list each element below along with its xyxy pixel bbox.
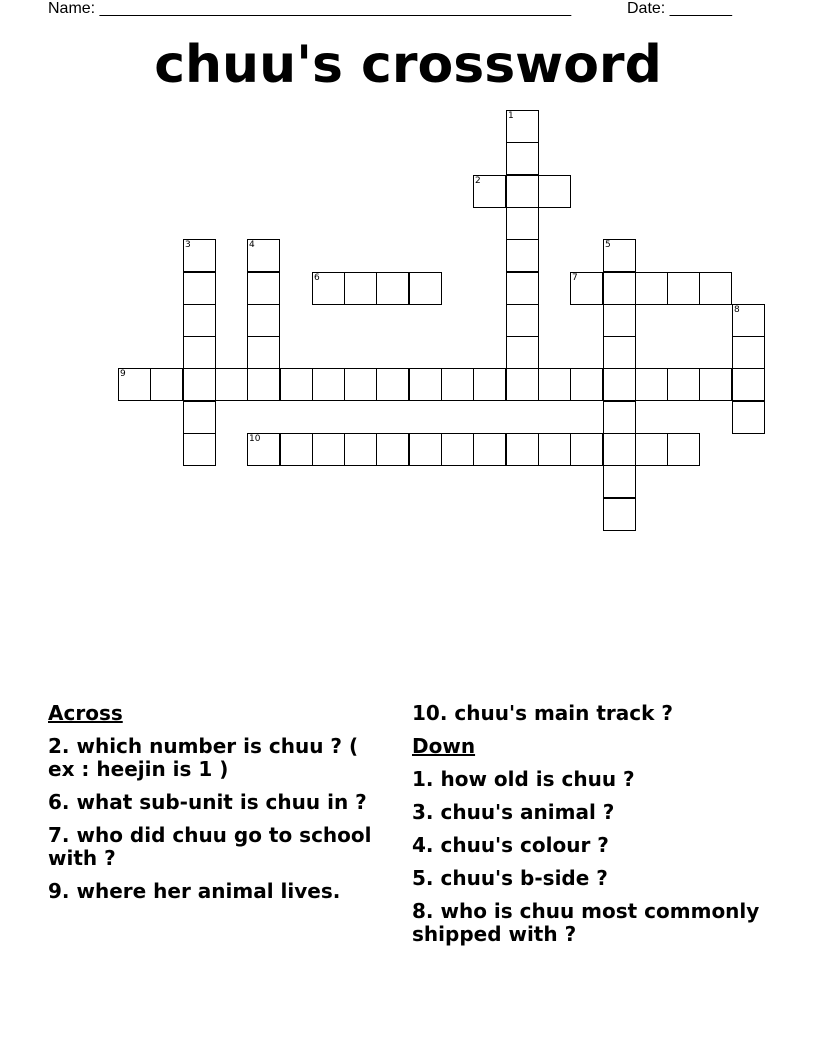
clues-left-column [48, 702, 378, 913]
across-clue: 9. where her animal lives. [48, 879, 341, 903]
grid-cell[interactable] [183, 433, 216, 466]
grid-cell[interactable] [409, 368, 442, 401]
grid-cell[interactable] [603, 433, 636, 466]
grid-cell[interactable] [473, 368, 506, 401]
grid-cell[interactable] [538, 433, 571, 466]
grid-cell[interactable] [699, 368, 732, 401]
grid-cell[interactable] [603, 272, 636, 305]
grid-cell[interactable] [603, 304, 636, 337]
grid-cell[interactable] [150, 368, 183, 401]
grid-cell[interactable] [506, 142, 539, 175]
down-clue: 3. chuu's animal ? [412, 800, 615, 824]
grid-cell[interactable] [603, 401, 636, 434]
grid-cell[interactable] [506, 175, 539, 208]
grid-cell[interactable] [441, 368, 474, 401]
grid-cell[interactable] [538, 175, 571, 208]
grid-cell[interactable] [247, 239, 280, 272]
grid-cell[interactable] [506, 110, 539, 143]
grid-cell[interactable] [506, 207, 539, 240]
grid-cell[interactable] [247, 304, 280, 337]
grid-cell[interactable] [667, 272, 700, 305]
grid-cell[interactable] [280, 433, 313, 466]
across-heading: Across [48, 701, 123, 725]
grid-cell[interactable] [344, 272, 377, 305]
grid-cell[interactable] [506, 368, 539, 401]
grid-cell[interactable] [376, 433, 409, 466]
grid-cell[interactable] [409, 433, 442, 466]
grid-cell[interactable] [506, 272, 539, 305]
grid-cell[interactable] [699, 272, 732, 305]
grid-cell[interactable] [732, 401, 765, 434]
down-clue: 8. who is chuu most commonly shipped with ? [412, 899, 760, 946]
grid-cell[interactable] [603, 465, 636, 498]
grid-cell[interactable] [570, 272, 603, 305]
grid-cell[interactable] [312, 368, 345, 401]
grid-cell[interactable] [247, 368, 280, 401]
grid-cell[interactable] [473, 433, 506, 466]
grid-cell[interactable] [732, 304, 765, 337]
across-clue: 10. chuu's main track ? [412, 701, 673, 725]
grid-cell[interactable] [506, 433, 539, 466]
grid-cell[interactable] [635, 433, 668, 466]
grid-cell[interactable] [376, 368, 409, 401]
grid-cell[interactable] [506, 336, 539, 369]
grid-cell[interactable] [183, 272, 216, 305]
clues-right-column [412, 702, 772, 956]
grid-cell[interactable] [732, 336, 765, 369]
page-title: chuu's crossword [154, 35, 662, 95]
grid-cell[interactable] [473, 175, 506, 208]
grid-cell[interactable] [183, 336, 216, 369]
grid-cell[interactable] [506, 304, 539, 337]
clue-number: 7 [572, 273, 578, 283]
clue-number: 4 [249, 240, 255, 250]
clue-number: 6 [314, 273, 320, 283]
grid-cell[interactable] [344, 433, 377, 466]
grid-cell[interactable] [570, 368, 603, 401]
grid-cell[interactable] [506, 239, 539, 272]
grid-cell[interactable] [183, 304, 216, 337]
grid-cell[interactable] [247, 272, 280, 305]
clue-number: 10 [249, 434, 261, 444]
name-field: Name: _____________________________________________________ [48, 0, 572, 17]
clue-number: 2 [475, 176, 481, 186]
clue-number: 3 [185, 240, 191, 250]
date-field: Date: _______ [627, 0, 732, 17]
grid-cell[interactable] [376, 272, 409, 305]
grid-cell[interactable] [247, 336, 280, 369]
across-clue: 2. which number is chuu ? ( ex : heejin is 1 ) [48, 734, 359, 781]
grid-cell[interactable] [280, 368, 313, 401]
grid-cell[interactable] [183, 368, 216, 401]
clue-number: 8 [734, 305, 740, 315]
down-clue: 1. how old is chuu ? [412, 767, 635, 791]
grid-cell[interactable] [635, 272, 668, 305]
grid-cell[interactable] [538, 368, 571, 401]
across-clue: 6. what sub-unit is chuu in ? [48, 790, 367, 814]
grid-cell[interactable] [603, 368, 636, 401]
grid-cell[interactable] [409, 272, 442, 305]
grid-cell[interactable] [732, 368, 765, 401]
down-clue: 5. chuu's b-side ? [412, 866, 608, 890]
grid-cell[interactable] [247, 433, 280, 466]
grid-cell[interactable] [312, 433, 345, 466]
grid-cell[interactable] [635, 368, 668, 401]
grid-cell[interactable] [312, 272, 345, 305]
grid-cell[interactable] [215, 368, 248, 401]
clue-number: 5 [605, 240, 611, 250]
clue-number: 9 [120, 369, 126, 379]
down-heading: Down [412, 734, 476, 758]
grid-cell[interactable] [183, 239, 216, 272]
grid-cell[interactable] [118, 368, 151, 401]
across-clue: 7. who did chuu go to school with ? [48, 823, 372, 870]
grid-cell[interactable] [667, 368, 700, 401]
grid-cell[interactable] [344, 368, 377, 401]
grid-cell[interactable] [441, 433, 474, 466]
down-clue: 4. chuu's colour ? [412, 833, 609, 857]
grid-cell[interactable] [603, 239, 636, 272]
grid-cell[interactable] [570, 433, 603, 466]
clue-number: 1 [508, 111, 514, 121]
grid-cell[interactable] [603, 336, 636, 369]
grid-cell[interactable] [667, 433, 700, 466]
grid-cell[interactable] [603, 498, 636, 531]
grid-cell[interactable] [183, 401, 216, 434]
